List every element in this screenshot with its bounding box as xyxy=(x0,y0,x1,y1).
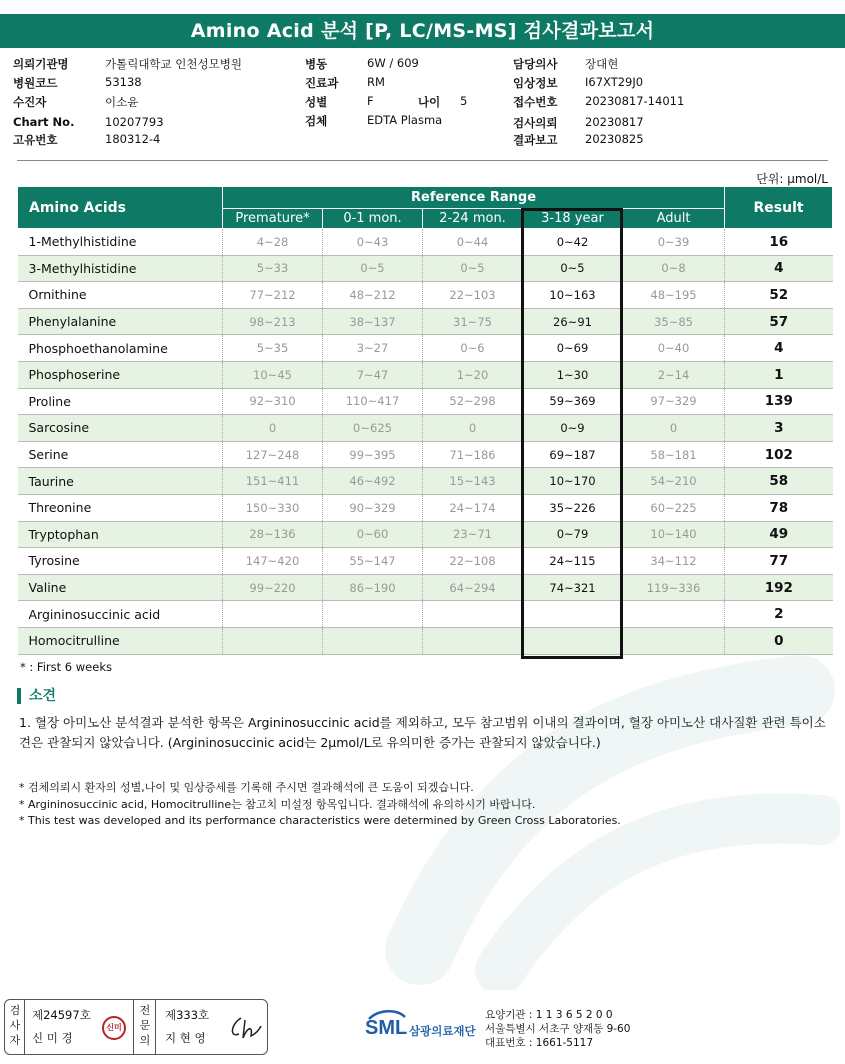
table-row xyxy=(18,627,833,654)
header-amino-acids: Amino Acids xyxy=(18,187,223,229)
reference-range-cell: 90~329 xyxy=(323,494,423,521)
table-row xyxy=(18,548,833,575)
info-value: 20230817 xyxy=(585,115,644,129)
reference-range-cell: 0 xyxy=(623,415,725,442)
amino-acid-name: 3-Methylhistidine xyxy=(18,255,223,282)
info-value: RM xyxy=(367,75,385,89)
reference-range-cell: 99~395 xyxy=(323,441,423,468)
info-label: 성별 xyxy=(305,95,328,109)
reference-range-cell: 97~329 xyxy=(623,388,725,415)
info-label: 검체 xyxy=(305,114,328,128)
amino-acid-name: Valine xyxy=(18,574,223,601)
reference-range-cell: 77~212 xyxy=(223,282,323,309)
reference-range-cell: 22~108 xyxy=(423,548,523,575)
signature-box xyxy=(4,999,268,1055)
reference-range-cell: 150~330 xyxy=(223,494,323,521)
reference-range-cell: 24~115 xyxy=(523,548,623,575)
info-value: 가톨릭대학교 인천성모병원 xyxy=(105,57,242,71)
amino-acid-table xyxy=(17,186,833,655)
result-value: 4 xyxy=(725,255,833,282)
reference-range-cell: 0~625 xyxy=(323,415,423,442)
result-value: 78 xyxy=(725,494,833,521)
age-label: 나이 xyxy=(418,95,441,109)
info-label: 병원코드 xyxy=(13,76,58,90)
header-result: Result xyxy=(725,187,833,229)
reference-range-cell: 15~143 xyxy=(423,468,523,495)
tester-label: 검 사 자 xyxy=(9,1004,21,1047)
table-row xyxy=(18,468,833,495)
reference-range-cell: 48~212 xyxy=(323,282,423,309)
header-reference-range: Reference Range xyxy=(223,187,725,209)
amino-acid-name: Serine xyxy=(18,441,223,468)
table-row xyxy=(18,282,833,309)
reference-range-cell: 1~30 xyxy=(523,361,623,388)
reference-range-cell: 0~5 xyxy=(423,255,523,282)
reference-range-cell: 3~27 xyxy=(323,335,423,362)
result-value: 2 xyxy=(725,601,833,628)
ref-column-header: Premature* xyxy=(223,209,323,229)
reference-range-cell: 74~321 xyxy=(523,574,623,601)
reference-range-cell: 34~112 xyxy=(623,548,725,575)
report-title: Amino Acid 분석 [P, LC/MS-MS] 검사결과보고서 xyxy=(0,14,845,48)
lab-phone: 대표번호 : 1661-5117 xyxy=(485,1037,594,1049)
result-value: 1 xyxy=(725,361,833,388)
table-footnote: * : First 6 weeks xyxy=(20,660,112,674)
info-value: 장대현 xyxy=(585,57,619,71)
reference-range-cell: 31~75 xyxy=(423,308,523,335)
reference-range-cell: 0~5 xyxy=(523,255,623,282)
reference-range-cell: 55~147 xyxy=(323,548,423,575)
info-divider xyxy=(17,160,828,161)
approver-name: 지 현 영 xyxy=(165,1031,206,1045)
reference-range-cell: 23~71 xyxy=(423,521,523,548)
approver-license-no: 제333호 xyxy=(165,1008,210,1022)
info-label: 임상정보 xyxy=(513,76,558,90)
table-row xyxy=(18,574,833,601)
reference-range-cell: 86~190 xyxy=(323,574,423,601)
reference-range-cell: 26~91 xyxy=(523,308,623,335)
ref-column-header: 0-1 mon. xyxy=(323,209,423,229)
age-value: 5 xyxy=(460,94,468,108)
result-value: 77 xyxy=(725,548,833,575)
result-value: 16 xyxy=(725,229,833,256)
reference-range-cell: 10~140 xyxy=(623,521,725,548)
amino-acid-name: Homocitrulline xyxy=(18,627,223,654)
report-notes xyxy=(19,780,621,830)
result-value: 49 xyxy=(725,521,833,548)
result-value: 3 xyxy=(725,415,833,442)
table-row xyxy=(18,335,833,362)
reference-range-cell xyxy=(323,627,423,654)
reference-range-cell: 59~369 xyxy=(523,388,623,415)
tester-license-no: 제24597호 xyxy=(32,1008,91,1022)
unit-label: 단위: μmol/L xyxy=(756,172,828,186)
reference-range-cell: 10~170 xyxy=(523,468,623,495)
result-value: 0 xyxy=(725,627,833,654)
reference-range-cell: 0~6 xyxy=(423,335,523,362)
reference-range-cell: 0~69 xyxy=(523,335,623,362)
result-value: 192 xyxy=(725,574,833,601)
info-value: 53138 xyxy=(105,75,142,89)
info-label: 진료과 xyxy=(305,76,339,90)
note-line: * 검체의뢰시 환자의 성별,나이 및 임상증세를 기록해 주시면 결과해석에 큰 도움이 되겠습니다. xyxy=(19,781,474,794)
reference-range-cell: 10~45 xyxy=(223,361,323,388)
table-row xyxy=(18,441,833,468)
tester-stamp: 신미 xyxy=(102,1016,126,1040)
reference-range-cell: 0 xyxy=(423,415,523,442)
reference-range-cell xyxy=(523,601,623,628)
reference-range-cell: 46~492 xyxy=(323,468,423,495)
reference-range-cell: 35~226 xyxy=(523,494,623,521)
amino-acid-name: 1-Methylhistidine xyxy=(18,229,223,256)
lab-contact-info xyxy=(485,1008,630,1050)
reference-range-cell: 0~8 xyxy=(623,255,725,282)
reference-range-cell: 52~298 xyxy=(423,388,523,415)
info-value: 180312-4 xyxy=(105,132,161,146)
info-value: 이소윤 xyxy=(105,95,139,109)
amino-acid-name: Sarcosine xyxy=(18,415,223,442)
info-label: 담당의사 xyxy=(513,57,558,71)
reference-range-cell: 22~103 xyxy=(423,282,523,309)
table-row xyxy=(18,361,833,388)
info-value: EDTA Plasma xyxy=(367,113,443,127)
opinion-heading: 소견 xyxy=(17,688,56,704)
reference-range-cell: 24~174 xyxy=(423,494,523,521)
table-row xyxy=(18,601,833,628)
reference-range-cell xyxy=(323,601,423,628)
reference-range-cell: 0~43 xyxy=(323,229,423,256)
result-value: 4 xyxy=(725,335,833,362)
reference-range-cell: 0 xyxy=(223,415,323,442)
patient-info xyxy=(0,56,845,156)
reference-range-cell: 0~39 xyxy=(623,229,725,256)
reference-range-cell: 2~14 xyxy=(623,361,725,388)
table-row xyxy=(18,255,833,282)
reference-range-cell: 99~220 xyxy=(223,574,323,601)
reference-range-cell xyxy=(523,627,623,654)
reference-range-cell: 64~294 xyxy=(423,574,523,601)
info-label: Chart No. xyxy=(13,115,75,129)
reference-range-cell: 0~40 xyxy=(623,335,725,362)
info-value: 6W / 609 xyxy=(367,56,419,70)
amino-acid-name: Phosphoethanolamine xyxy=(18,335,223,362)
lab-address: 서울특별시 서초구 양재동 9-60 xyxy=(485,1023,631,1035)
result-value: 139 xyxy=(725,388,833,415)
info-value: 20230817-14011 xyxy=(585,94,685,108)
info-value: I67XT29J0 xyxy=(585,75,644,89)
tester-name: 신 미 경 xyxy=(32,1031,73,1045)
info-label: 병동 xyxy=(305,57,328,71)
reference-range-cell: 1~20 xyxy=(423,361,523,388)
reference-range-cell: 98~213 xyxy=(223,308,323,335)
amino-acid-name: Ornithine xyxy=(18,282,223,309)
result-value: 102 xyxy=(725,441,833,468)
ref-column-header: Adult xyxy=(623,209,725,229)
reference-range-cell: 0~79 xyxy=(523,521,623,548)
reference-range-cell: 0~44 xyxy=(423,229,523,256)
reference-range-cell: 0~5 xyxy=(323,255,423,282)
table-row xyxy=(18,308,833,335)
lab-name: 삼광의료재단 xyxy=(409,1024,476,1038)
table-row xyxy=(18,415,833,442)
note-line: * This test was developed and its performance characteristics were determined by Green Cross Laboratories. xyxy=(19,814,621,827)
ref-column-header: 2-24 mon. xyxy=(423,209,523,229)
table-row xyxy=(18,388,833,415)
reference-range-cell: 0~9 xyxy=(523,415,623,442)
opinion-text: 1. 혈장 아미노산 분석결과 분석한 항목은 Argininosuccinic acid를 제외하고, 모두 참고범위 이내의 결과이며, 혈장 아미노산 대사질환 관련 특이소견은 관찰되지 않았습니다. (Argininosuccinic acid는 2μmol/L로 유의미한 증가는 관찰되지 않았습니다.) xyxy=(19,715,826,750)
table-row xyxy=(18,494,833,521)
reference-range-cell: 48~195 xyxy=(623,282,725,309)
reference-range-cell: 58~181 xyxy=(623,441,725,468)
reference-range-cell: 151~411 xyxy=(223,468,323,495)
amino-acid-name: Proline xyxy=(18,388,223,415)
reference-range-cell: 5~33 xyxy=(223,255,323,282)
info-label: 고유번호 xyxy=(13,133,58,147)
reference-range-cell xyxy=(623,601,725,628)
result-value: 57 xyxy=(725,308,833,335)
reference-range-cell: 147~420 xyxy=(223,548,323,575)
reference-range-cell xyxy=(223,627,323,654)
amino-acid-name: Tyrosine xyxy=(18,548,223,575)
info-label: 접수번호 xyxy=(513,95,558,109)
amino-acid-name: Tryptophan xyxy=(18,521,223,548)
info-label: 검사의뢰 xyxy=(513,116,558,130)
reference-range-cell: 92~310 xyxy=(223,388,323,415)
result-value: 58 xyxy=(725,468,833,495)
approver-label: 전 문 의 xyxy=(139,1004,151,1047)
lab-institution-code: 요양기관 : 1 1 3 6 5 2 0 0 xyxy=(485,1009,613,1021)
ref-column-header: 3-18 year xyxy=(523,209,623,229)
reference-range-cell: 0~60 xyxy=(323,521,423,548)
reference-range-cell: 127~248 xyxy=(223,441,323,468)
reference-range-cell: 71~186 xyxy=(423,441,523,468)
info-value: F xyxy=(367,94,374,108)
info-label: 의뢰기관명 xyxy=(13,57,69,71)
reference-range-cell: 119~336 xyxy=(623,574,725,601)
info-label: 결과보고 xyxy=(513,133,558,147)
reference-range-cell: 60~225 xyxy=(623,494,725,521)
reference-range-cell xyxy=(423,627,523,654)
table-row xyxy=(18,521,833,548)
info-value: 10207793 xyxy=(105,115,164,129)
info-value: 20230825 xyxy=(585,132,644,146)
reference-range-cell xyxy=(623,627,725,654)
reference-range-cell: 5~35 xyxy=(223,335,323,362)
amino-acid-name: Threonine xyxy=(18,494,223,521)
reference-range-cell: 4~28 xyxy=(223,229,323,256)
amino-acid-name: Phosphoserine xyxy=(18,361,223,388)
reference-range-cell: 38~137 xyxy=(323,308,423,335)
reference-range-cell: 7~47 xyxy=(323,361,423,388)
reference-range-cell: 35~85 xyxy=(623,308,725,335)
reference-range-cell: 0~42 xyxy=(523,229,623,256)
reference-range-cell: 10~163 xyxy=(523,282,623,309)
approver-signature xyxy=(227,1014,263,1042)
reference-range-cell: 110~417 xyxy=(323,388,423,415)
reference-range-cell xyxy=(223,601,323,628)
result-value: 52 xyxy=(725,282,833,309)
amino-acid-name: Argininosuccinic acid xyxy=(18,601,223,628)
reference-range-cell xyxy=(423,601,523,628)
reference-range-cell: 28~136 xyxy=(223,521,323,548)
note-line: * Argininosuccinic acid, Homocitrulline는 참고치 미설정 항목입니다. 결과해석에 유의하시기 바랍니다. xyxy=(19,797,536,811)
amino-acid-name: Taurine xyxy=(18,468,223,495)
sml-logo-text: SML xyxy=(365,1017,408,1039)
table-row xyxy=(18,229,833,256)
info-label: 수진자 xyxy=(13,95,47,109)
amino-acid-name: Phenylalanine xyxy=(18,308,223,335)
reference-range-cell: 54~210 xyxy=(623,468,725,495)
reference-range-cell: 69~187 xyxy=(523,441,623,468)
